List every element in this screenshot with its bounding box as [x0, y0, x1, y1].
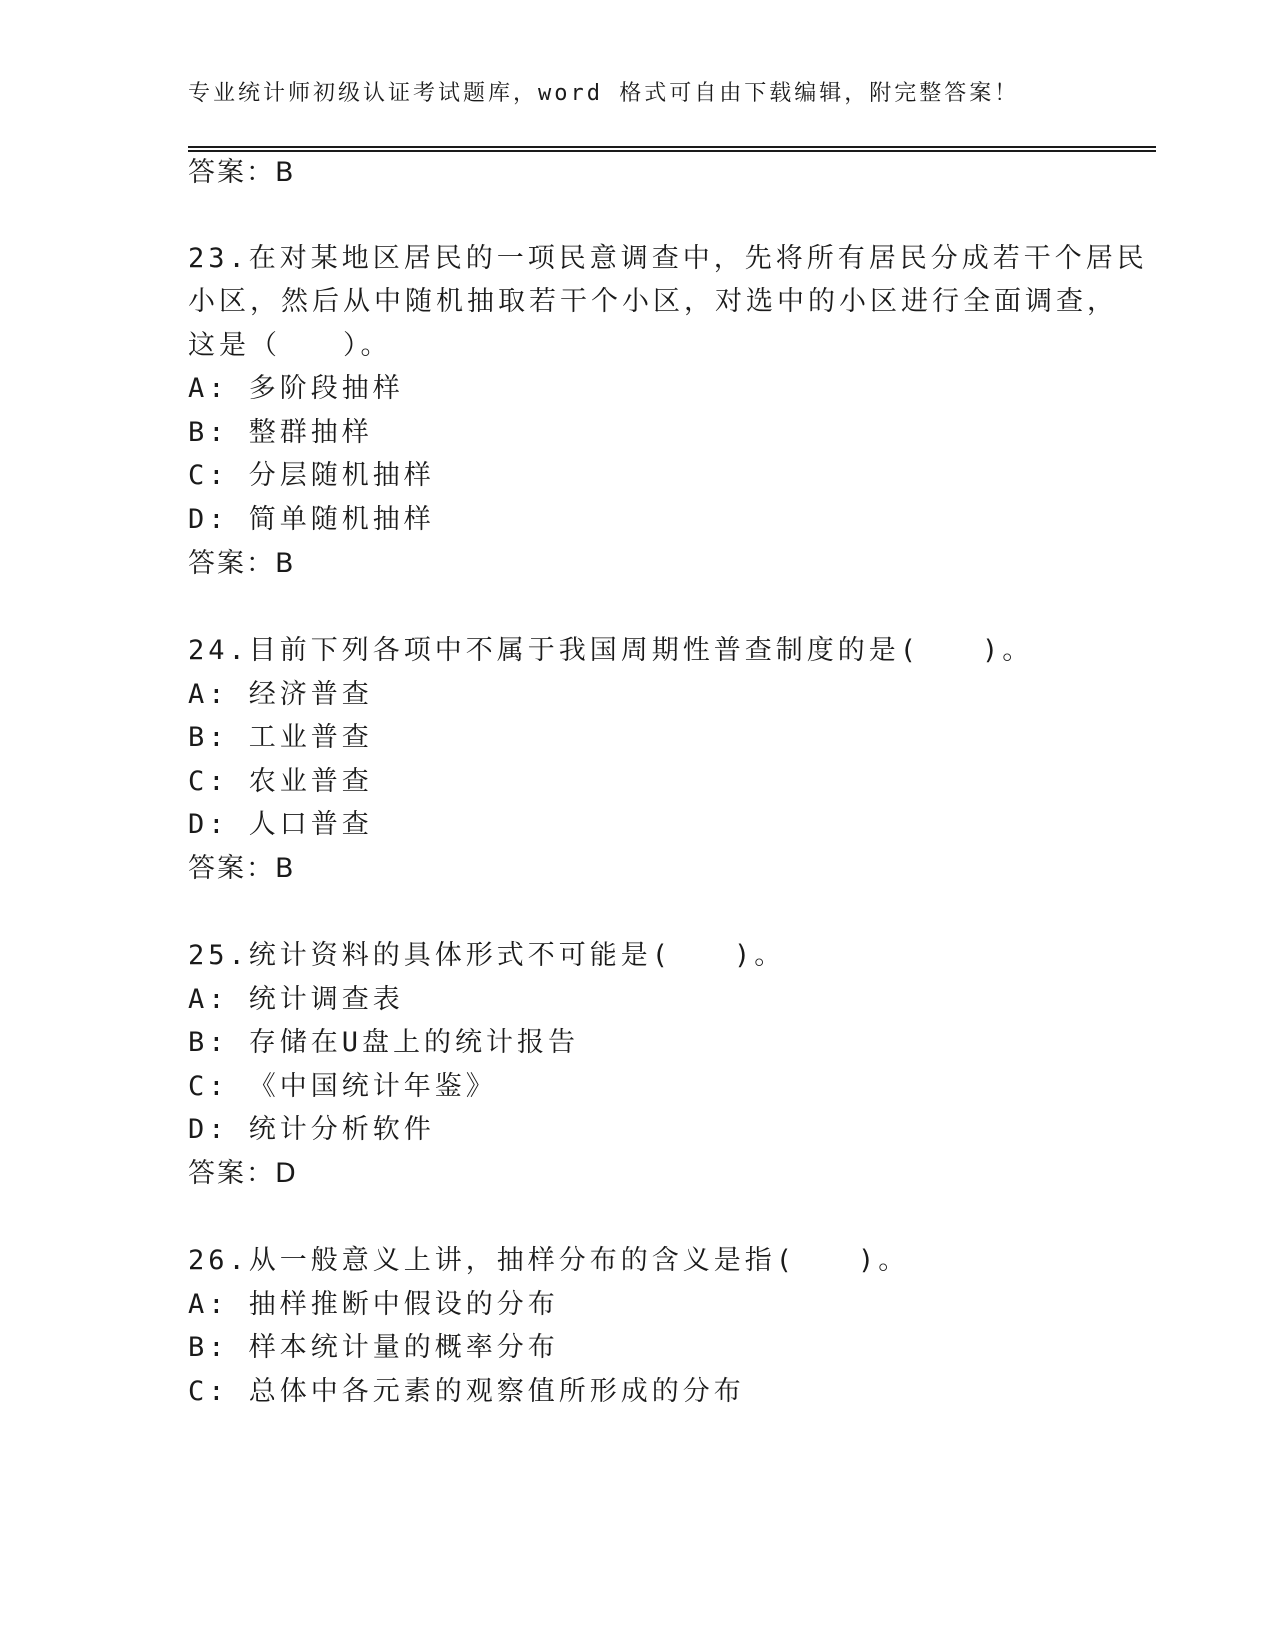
option-c: C: 农业普查	[188, 766, 373, 797]
page-header: 专业统计师初级认证考试题库，word 格式可自由下载编辑，附完整答案！	[188, 81, 1020, 106]
question-stem-line: 23.在对某地区居民的一项民意调查中，先将所有居民分成若干个居民	[188, 243, 1148, 274]
option-c: C: 《中国统计年鉴》	[188, 1071, 497, 1102]
option-a: A: 经济普查	[188, 679, 373, 710]
answer: 答案：B	[188, 853, 296, 884]
option-a: A: 抽样推断中假设的分布	[188, 1289, 559, 1320]
option-b: B: 存储在U盘上的统计报告	[188, 1027, 580, 1058]
option-b: B: 工业普查	[188, 722, 373, 753]
option-a: A: 多阶段抽样	[188, 373, 404, 404]
question-stem-line: 25.统计资料的具体形式不可能是( )。	[188, 940, 786, 971]
answer: 答案：B	[188, 548, 296, 579]
question-stem-line: 24.目前下列各项中不属于我国周期性普查制度的是( )。	[188, 635, 1034, 666]
option-a: A: 统计调查表	[188, 984, 404, 1015]
question-stem-line: 这是（ ）。	[188, 330, 392, 361]
option-b: B: 整群抽样	[188, 417, 373, 448]
option-d: D: 简单随机抽样	[188, 504, 435, 535]
option-d: D: 人口普查	[188, 809, 373, 840]
header-double-rule	[188, 146, 1156, 152]
previous-answer: 答案：B	[188, 157, 296, 188]
option-c: C: 总体中各元素的观察值所形成的分布	[188, 1376, 745, 1407]
answer: 答案：D	[188, 1158, 298, 1189]
option-c: C: 分层随机抽样	[188, 460, 435, 491]
option-d: D: 统计分析软件	[188, 1114, 435, 1145]
question-stem-line: 小区，然后从中随机抽取若干个小区，对选中的小区进行全面调查，	[188, 286, 1118, 317]
question-stem-line: 26.从一般意义上讲，抽样分布的含义是指( )。	[188, 1245, 910, 1276]
option-b: B: 样本统计量的概率分布	[188, 1332, 559, 1363]
